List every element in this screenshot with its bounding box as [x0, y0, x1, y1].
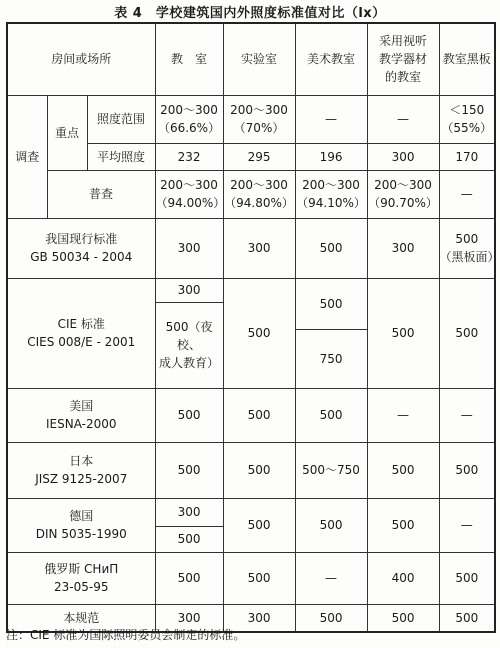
- japan-name: [7, 442, 155, 498]
- germany-name: [7, 498, 155, 552]
- this-code-art: 500: [295, 604, 367, 632]
- row-russia: [7, 552, 495, 604]
- usa-art: 500: [295, 388, 367, 442]
- russia-board: 500: [439, 552, 495, 604]
- cie-art-b: 750: [295, 329, 367, 388]
- russia-name-line2: 23-05-95: [54, 580, 109, 594]
- general-lab-pct: （94.80%）: [224, 196, 294, 210]
- range-art: —: [295, 95, 367, 143]
- general-lab-value: 200～300: [230, 178, 288, 192]
- japan-name-line2: JISZ 9125-2007: [35, 472, 128, 486]
- this-code-classroom: 300: [155, 604, 223, 632]
- china-av: 300: [367, 218, 439, 278]
- avg-label: 平均照度: [87, 143, 155, 170]
- china-name: [7, 218, 155, 278]
- range-classroom-value: 200～300: [160, 103, 218, 117]
- survey-range-row: [7, 95, 495, 143]
- header-classroom: 教 室: [155, 23, 223, 95]
- japan-lab: 500: [223, 442, 295, 498]
- japan-art: 500～750: [295, 442, 367, 498]
- range-board-pct: （55%）: [441, 121, 493, 135]
- header-board: 教室黑板: [439, 23, 495, 95]
- survey-label: 调查: [7, 95, 47, 218]
- general-lab: [223, 170, 295, 218]
- germany-classroom-b: 500: [155, 526, 223, 552]
- range-board-value: ＜150: [449, 103, 485, 117]
- avg-board: 170: [439, 143, 495, 170]
- germany-board: —: [439, 498, 495, 552]
- general-av: [367, 170, 439, 218]
- survey-general-row: [7, 170, 495, 218]
- range-lab: [223, 95, 295, 143]
- range-classroom: [155, 95, 223, 143]
- general-art-pct: （94.10%）: [296, 196, 366, 210]
- usa-lab: 500: [223, 388, 295, 442]
- cie-board: 500: [439, 278, 495, 388]
- table-footnote: 注：CIE 标准为国际照明委员会制定的标准。: [6, 628, 246, 642]
- usa-name-line1: 美国: [69, 399, 94, 413]
- germany-name-line1: 德国: [69, 509, 94, 523]
- russia-name-line1: 俄罗斯 СНиП: [44, 562, 119, 576]
- avg-av: 300: [367, 143, 439, 170]
- general-board: —: [439, 170, 495, 218]
- range-board: [439, 95, 495, 143]
- general-classroom-value: 200～300: [160, 178, 218, 192]
- cie-lab: 500: [223, 278, 295, 388]
- general-label: 普查: [47, 170, 155, 218]
- japan-board: 500: [439, 442, 495, 498]
- avg-art: 196: [295, 143, 367, 170]
- usa-name-line2: IESNA-2000: [45, 417, 117, 431]
- this-code-board: 500: [439, 604, 495, 632]
- header-av-line3: 的教室: [385, 70, 422, 85]
- china-lab: 300: [223, 218, 295, 278]
- range-av: —: [367, 95, 439, 143]
- general-av-pct: （90.70%）: [368, 196, 438, 210]
- general-av-value: 200～300: [374, 178, 432, 192]
- general-classroom-pct: （94.00%）: [155, 196, 226, 210]
- this-code-av: 500: [367, 604, 439, 632]
- cie-name: [7, 278, 155, 388]
- cie-art-a: 500: [295, 278, 367, 329]
- header-av-line1: 采用视听: [379, 34, 428, 49]
- germany-name-line2: DIN 5035-1990: [35, 527, 127, 541]
- row-japan: [7, 442, 495, 498]
- china-board-value: 500: [455, 232, 479, 246]
- germany-classroom-a: 300: [155, 498, 223, 526]
- germany-art: 500: [295, 498, 367, 552]
- this-code-lab: 300: [223, 604, 295, 632]
- header-art: 美术教室: [295, 23, 367, 95]
- russia-classroom: 500: [155, 552, 223, 604]
- general-art: [295, 170, 367, 218]
- japan-av: 500: [367, 442, 439, 498]
- row-china: [7, 218, 495, 278]
- range-classroom-pct: （66.6%）: [157, 121, 221, 135]
- header-lab: 实验室: [223, 23, 295, 95]
- header-room: 房间或场所: [7, 23, 155, 95]
- russia-name: [7, 552, 155, 604]
- cie-classroom-a: 300: [155, 278, 223, 302]
- usa-classroom: 500: [155, 388, 223, 442]
- china-board-note: （黑板面）: [439, 250, 500, 264]
- china-classroom: 300: [155, 218, 223, 278]
- cie-classroom-b: [155, 302, 223, 388]
- range-label: 照度范围: [87, 95, 155, 143]
- china-art: 500: [295, 218, 367, 278]
- this-code-name: 本规范: [7, 604, 155, 632]
- row-germany-a: [7, 498, 495, 526]
- germany-av: 500: [367, 498, 439, 552]
- cie-av: 500: [367, 278, 439, 388]
- header-av-line2: 教学器材: [379, 52, 428, 67]
- header-row: [7, 23, 495, 95]
- cie-classroom-b-line2: 成人教育）: [159, 356, 220, 370]
- general-art-value: 200～300: [302, 178, 360, 192]
- russia-art: —: [295, 552, 367, 604]
- cie-classroom-b-line1: 500（夜校、: [165, 320, 213, 352]
- table-title: 表 4 学校建筑国内外照度标准值对比（lx）: [114, 6, 386, 21]
- avg-classroom: 232: [155, 143, 223, 170]
- china-board: [439, 218, 500, 278]
- germany-lab: 500: [223, 498, 295, 552]
- header-av: [367, 23, 439, 95]
- usa-board: —: [439, 388, 495, 442]
- cie-name-line1: CIE 标准: [57, 317, 105, 331]
- row-usa: [7, 388, 495, 442]
- china-name-line2: GB 50034 - 2004: [30, 250, 133, 264]
- avg-lab: 295: [223, 143, 295, 170]
- general-classroom: [155, 170, 226, 218]
- usa-name: [7, 388, 155, 442]
- illuminance-comparison-table: [6, 22, 500, 633]
- russia-av: 400: [367, 552, 439, 604]
- cie-name-line2: CIES 008/E - 2001: [27, 335, 136, 349]
- russia-lab: 500: [223, 552, 295, 604]
- range-lab-pct: （70%）: [233, 121, 285, 135]
- row-cie-a: [7, 278, 495, 302]
- range-lab-value: 200～300: [230, 103, 288, 117]
- survey-key-label: 重点: [47, 95, 87, 170]
- china-name-line1: 我国现行标准: [45, 232, 118, 246]
- japan-classroom: 500: [155, 442, 223, 498]
- japan-name-line1: 日本: [69, 454, 94, 468]
- usa-av: —: [367, 388, 439, 442]
